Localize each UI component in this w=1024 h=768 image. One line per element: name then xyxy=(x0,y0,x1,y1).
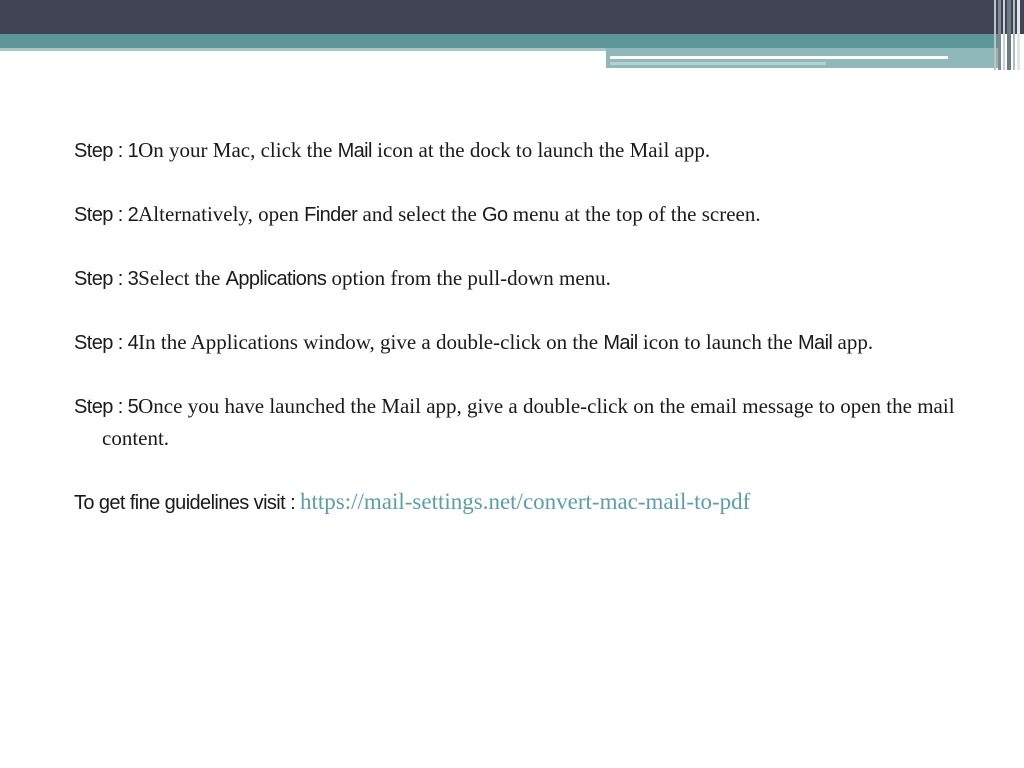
keyword-mail: Mail xyxy=(337,140,372,162)
guideline-link[interactable]: https://mail-settings.net/convert-mac-mail-to-pdf xyxy=(299,489,751,514)
step-label: Step : 5 xyxy=(74,396,139,418)
steps-content xyxy=(74,135,974,519)
step-3: Step : 3Select the Applications option from the pull-down menu. xyxy=(74,266,611,290)
step-2: Step : 2Alternatively, open Finder and select the Go menu at the top of the screen. xyxy=(74,202,761,226)
header-accent-line xyxy=(610,56,948,59)
keyword-mail: Mail xyxy=(798,332,833,354)
visit-line xyxy=(74,486,974,519)
step-label: Step : 1 xyxy=(74,140,139,162)
keyword-mail: Mail xyxy=(603,332,638,354)
step-4: Step : 4In the Applications window, give a double-click on the Mail icon to launch the Mail app. xyxy=(74,330,874,354)
header-teal-stripe xyxy=(0,34,1000,48)
step-label: Step : 3 xyxy=(74,268,139,290)
keyword-finder: Finder xyxy=(304,204,358,226)
header-accent-line xyxy=(610,62,826,65)
step-5: Step : 5Once you have launched the Mail app, give a double-click on the email message to open the mail content. xyxy=(74,394,955,450)
keyword-applications: Applications xyxy=(225,268,327,290)
step-1: Step : 1On your Mac, click the Mail icon at the dock to launch the Mail app. xyxy=(74,138,711,162)
header-bar xyxy=(0,0,1024,34)
step-label: Step : 4 xyxy=(74,332,139,354)
step-label: Step : 2 xyxy=(74,204,139,226)
keyword-go: Go xyxy=(482,204,508,226)
header-vertical-lines xyxy=(994,0,1024,70)
header-accent-line xyxy=(0,48,606,51)
visit-label: To get fine guidelines visit : xyxy=(74,492,300,514)
